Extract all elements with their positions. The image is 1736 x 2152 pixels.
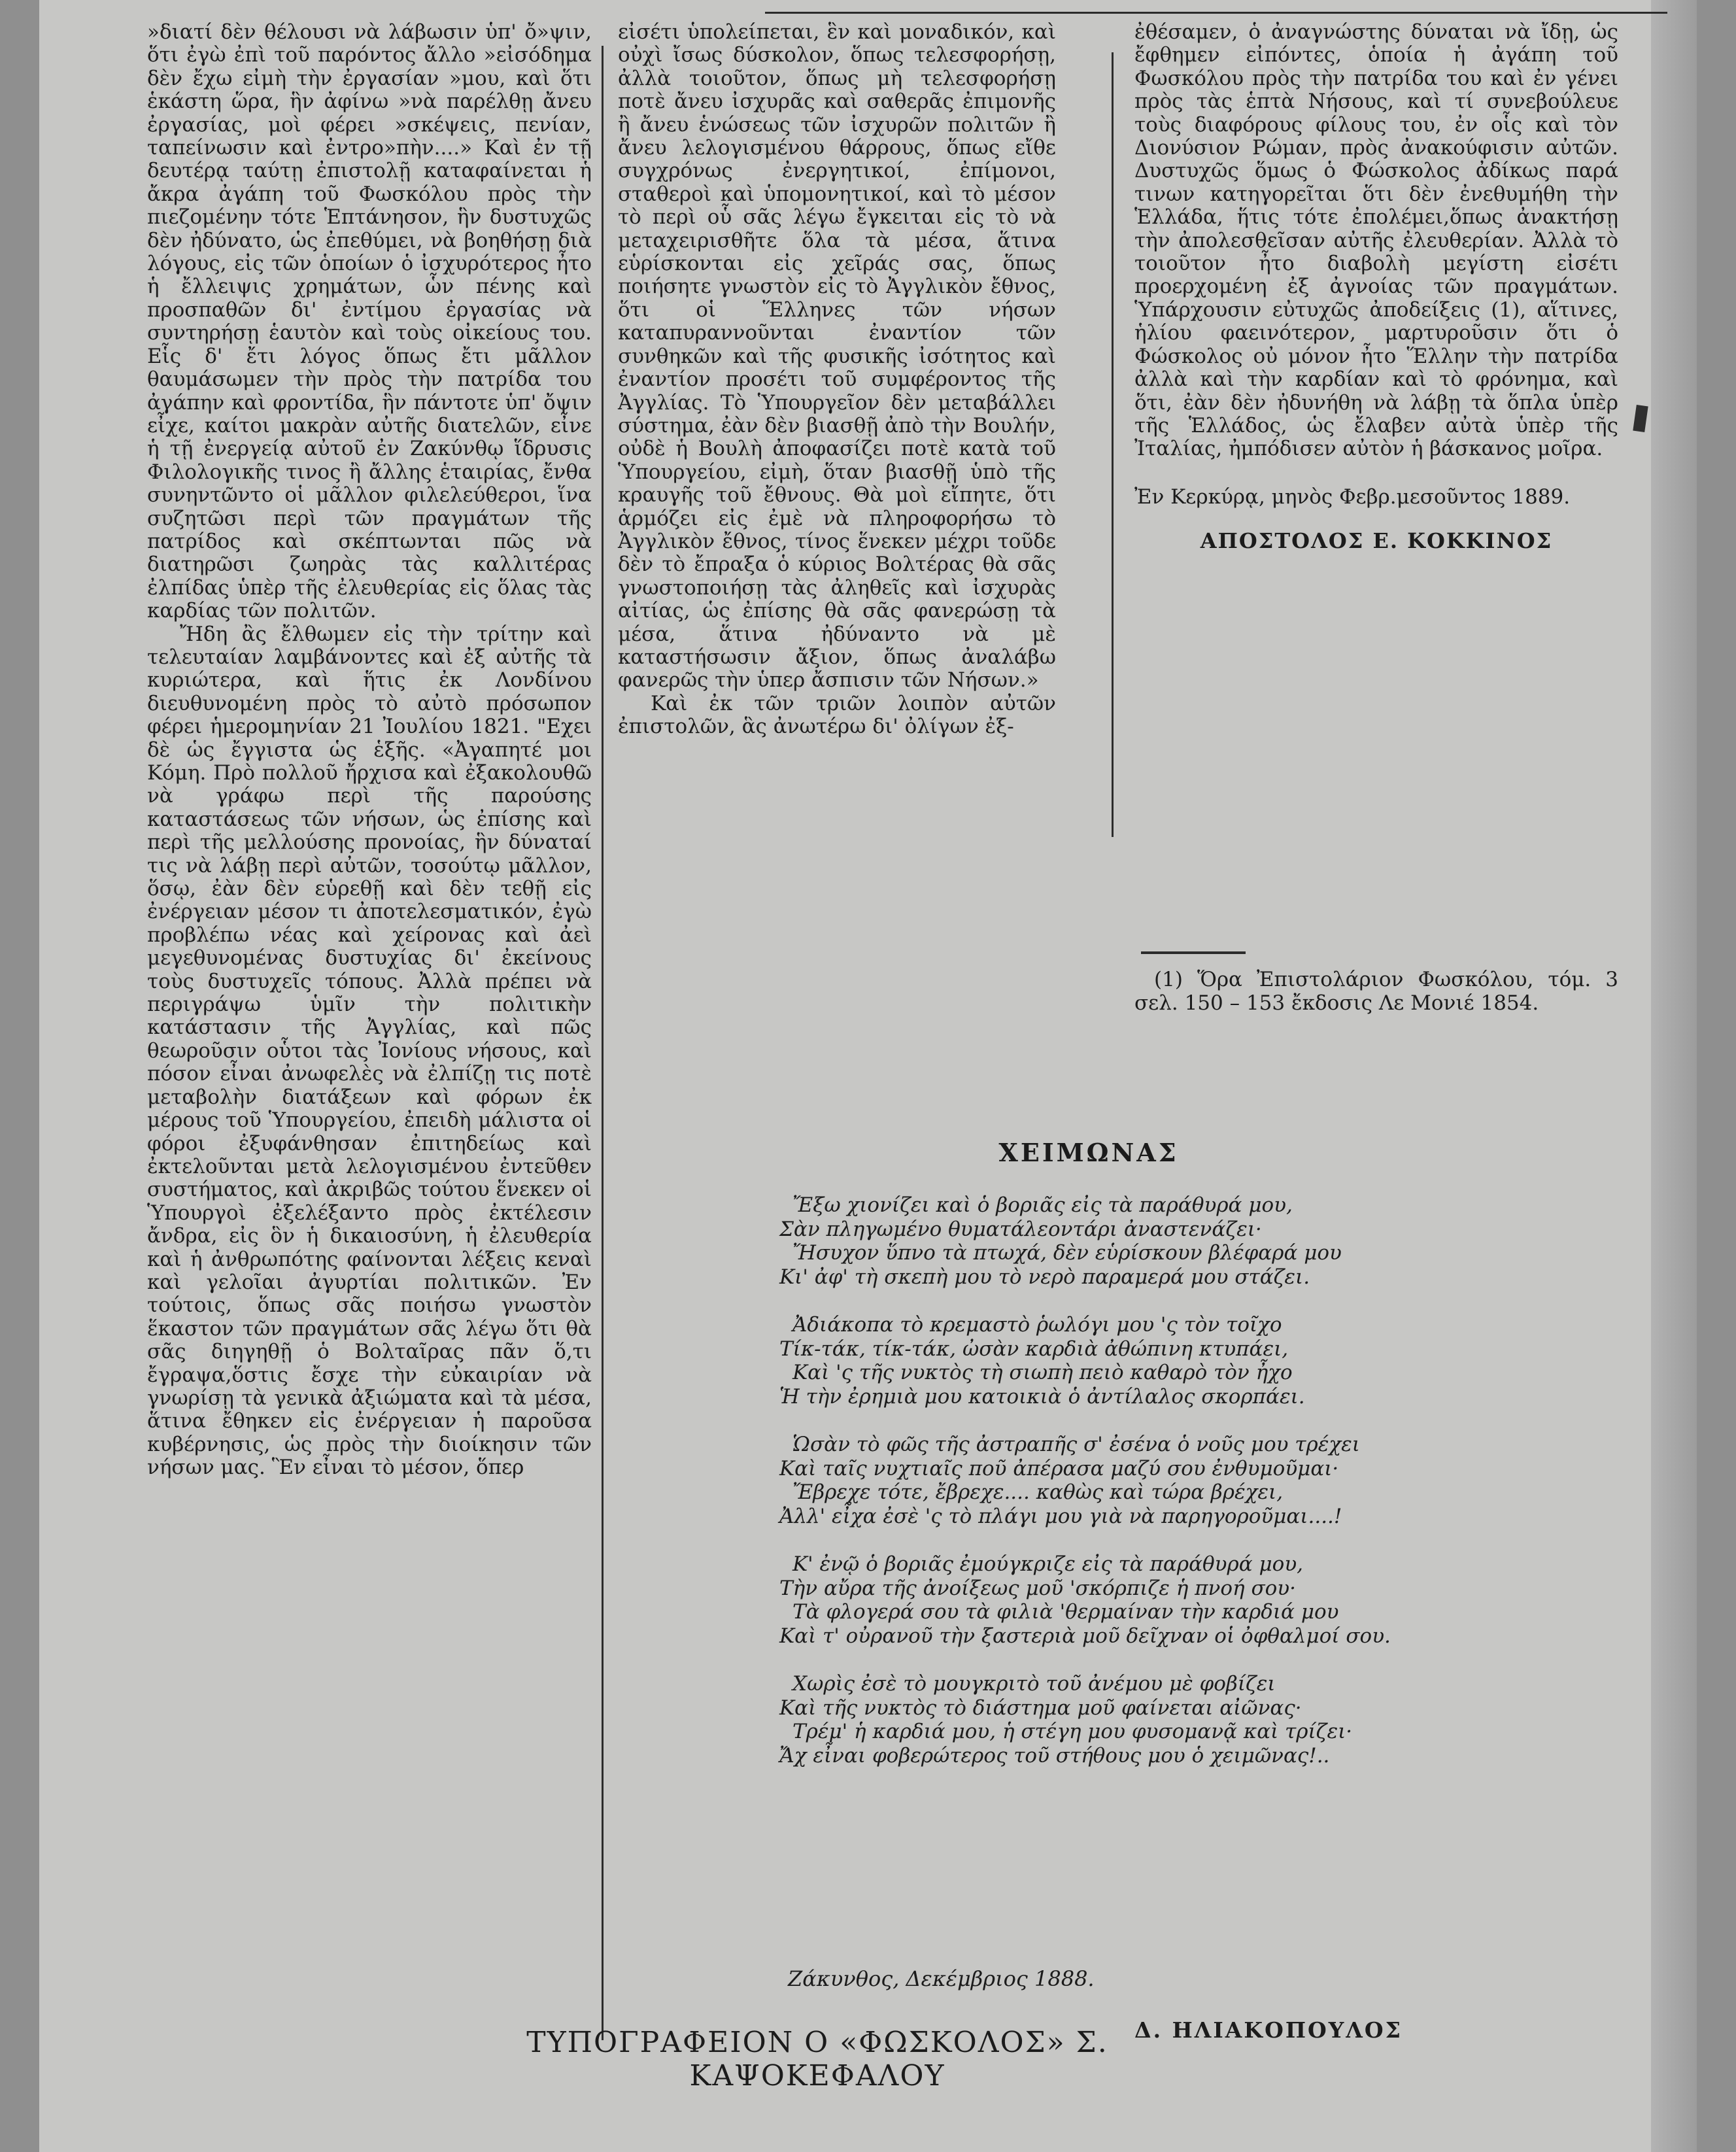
poem-title: ΧΕΙΜΩΝΑΣ	[998, 1138, 1179, 1167]
poem-line: Ἀλλ' εἶχα ἐσὲ 'ς τὸ πλάγι μου γιὰ νὰ παρηγοροῦμαι....!	[779, 1504, 1342, 1528]
poem-line: Ἡ τὴν ἐρημιὰ μου κατοικιὰ ὁ ἀντίλαλος σκορπάει.	[779, 1384, 1305, 1409]
poem-stanza	[758, 1193, 1452, 1289]
poem-line: Ἔξω χιονίζει καὶ ὁ βοριᾶς εἰς τὰ παράθυρά μου,	[792, 1193, 1293, 1217]
poem-stanza	[758, 1672, 1452, 1768]
poem-author: Δ. ΗΛΙΑΚΟΠΟΥΛΟΣ	[1134, 2017, 1403, 2043]
poem-line: Ἤσυχον ὕπνο τὰ πτωχά, δὲν εὑρίσκουν βλέφαρά μου	[792, 1241, 1342, 1265]
column-1-paragraph: Ἤδη ἂς ἔλθωμεν εἰς τὴν τρίτην καὶ τελευταίαν λαμβάνοντες καὶ ἐξ αὐτῆς τὰ κυριώτερα, καὶ ἥτις ἐκ Λονδίνου διευθυνομένη πρὸς τὸ αὐτὸ πρόσωπον φέρει ἡμερομηνίαν 21 Ἰουλίου 1821. "Εχει δὲ ὡς ἔγγιστα ὡς ἑξῆς. «Ἀγαπητέ μοι Κόμη. Πρὸ πολλοῦ ἤρχισα καὶ ἐξακολουθῶ νὰ γράφω περὶ τῆς παρούσης καταστάσεως τῶν νήσων, ὡς ἐπίσης καὶ περὶ τῆς μελλούσης προνοίας, ἣν δύναταί τις νὰ λάβῃ περὶ αὐτῶν, τοσούτῳ μᾶλλον, ὅσῳ, ἐὰν δὲν εὑρεθῇ καὶ δὲν τεθῇ εἰς ἐνέργειαν μέσον τι ἀποτελεσματικόν, ἐγὼ προβλέπω νέας καὶ χείρονας καὶ ἀεὶ μεγεθυνομένας δυστυχίας δι' ἐκείνους τοὺς δυστυχεῖς τόπους. Ἀλλὰ πρέπει νὰ περιγράψω ὑμῖν τὴν πολιτικὴν κατάστασιν τῆς Ἀγγλίας, καὶ πῶς θεωροῦσιν οὗτοι τὰς Ἰονίους νήσους, καὶ πόσον εἶναι ἀνωφελὲς νὰ ἐλπίζῃ τις ποτὲ μεταβολὴν διατάξεων καὶ φόρων ἐκ μέρους τοῦ Ὑπουργείου, ἐπειδὴ μάλιστα οἱ φόροι ἐξυφάνθησαν ἐπιτηδείως καὶ ἐκτελοῦνται μετὰ λελογισμένου ἐντεῦθεν συστήματος, καὶ ἀκριβῶς τούτου ἕνεκεν οἱ Ὑπουργοὶ ἐξελέξαντο πρὸς ἐκτέλεσιν ἄνδρα, εἰς ὃν ἡ δικαιοσύνη, ἡ ἐλευθερία καὶ ἡ ἀνθρωπότης φαίνονται λέξεις κεναὶ καὶ γελοῖαι ἀγυρτίαι πολιτικῶν. Ἐν τούτοις, ὅπως σᾶς ποιήσω γνωστὸν ἕκαστον τῶν πραγμάτων σᾶς λέγω ὅτι θὰ σᾶς διηγηθῇ ὁ Βολταῖρας πᾶν ὅ,τι ἔγραψα,ὅστις ἔσχε τὴν εὐκαιρίαν νὰ γνωρίσῃ τὰ γενικὰ ἀξιώματα καὶ τὰ μέσα, ἅτινα ἔθηκεν εἰς ἐνέργειαν ἡ παροῦσα κυβέρνησις, ὡς πρὸς τὴν διοίκησιν τῶν νήσων μας. Ἓν εἶναι τὸ μέσον, ὅπερ	[147, 622, 592, 1480]
poem-line: Καὶ τ' οὐρανοῦ τὴν ξαστεριὰ μοῦ δεῖχναν οἱ ὀφθαλμοί σου.	[779, 1624, 1391, 1648]
column-divider-left	[602, 46, 604, 2040]
poem-line: Χωρὶς ἐσὲ τὸ μουγκριτὸ τοῦ ἀνέμου μὲ φοβίζει	[792, 1672, 1276, 1696]
column-2	[618, 21, 1056, 1061]
column-2-paragraph: Καὶ ἐκ τῶν τριῶν λοιπὸν αὐτῶν ἐπιστολῶν, ἃς ἀνωτέρω δι' ὀλίγων ἐξ-	[618, 691, 1056, 739]
poem-line: Τρέμ' ἡ καρδιά μου, ἡ στέγη μου φυσομανᾷ καὶ τρίζει·	[792, 1720, 1353, 1743]
poem-body	[758, 1193, 1452, 1792]
column-3-paragraph: ἐθέσαμεν, ὁ ἀναγνώστης δύναται νὰ ἴδῃ, ὡς ἔφθημεν εἰπόντες, ὁποία ἡ ἀγάπη τοῦ Φωσκόλου πρὸς τὴν πατρίδα του καὶ ἐν γένει πρὸς τὰς ἑπτὰ Νήσους, καὶ τί συνεβούλευε τοὺς διαφόρους φίλους του, ἐν οἷς καὶ τὸν Διονύσιον Ρώμαν, πρὸς ἀνακούφισιν αὐτῶν. Δυστυχῶς ὅμως ὁ Φώσκολος ἀδίκως παρά τινων κατηγορεῖται ὅτι δὲν ἐνεθυμήθη τὴν Ἑλλάδα, ἥτις τότε ἐπολέμει,ὅπως ἀνακτήσῃ τὴν ἀπολεσθεῖσαν αὐτῆς ἐλευθερίαν. Ἀλλὰ τὸ τοιοῦτον ἦτο διαβολὴ μεγίστη εἰσέτι προερχομένη ἐξ ἀγνοίας τῶν πραγμάτων. Ὑπάρχουσιν εὐτυχῶς ἀποδείξεις (1), αἵτινες, ἡλίου φαεινότερον, μαρτυροῦσιν ὅτι ὁ Φώσκολος οὐ μόνον ἦτο Ἕλλην τὴν πατρίδα ἀλλὰ καὶ τὴν καρδίαν καὶ τὸ φρόνημα, καὶ ὅτι, ἐὰν δὲν ἠδυνήθη νὰ λάβῃ τὰ ὅπλα ὑπὲρ τῆς Ἑλλάδος, ὡς ἔλαβεν αὐτὰ ὑπὲρ τῆς Ἰταλίας, ἠμπόδισεν αὐτὸν ἡ βάσκανος μοῖρα.	[1134, 20, 1618, 461]
poem-line: Καὶ 'ς τῆς νυκτὸς τὴ σιωπὴ πειὸ καθαρὸ τὸν ἦχο	[792, 1361, 1293, 1384]
poem-line: Τὰ φλογερά σου τὰ φιλιὰ 'θερμαίναν τὴν καρδιά μου	[792, 1600, 1339, 1624]
printer-imprint: ΤΥΠΟΓΡΑΦΕΙΟΝ Ο «ΦΩΣΚΟΛΟΣ» Σ. ΚΑΨΟΚΕΦΑΛΟΥ	[526, 2026, 1108, 2092]
poem-line: Κι' ἀφ' τὴ σκεπὴ μου τὸ νερὸ παραμερά μου στάζει.	[779, 1265, 1310, 1289]
top-rule	[765, 12, 1667, 14]
article-dateline: Ἐν Κερκύρᾳ, μηνὸς Φεβρ.μεσοῦντος 1889.	[1134, 485, 1571, 509]
column-2-paragraph: εἰσέτι ὑπολείπεται, ἓν καὶ μοναδικόν, καὶ οὐχὶ ἴσως δύσκολον, ὅπως τελεσφορήσῃ, ἀλλὰ τοιοῦτον, ὅπως μὴ τελεσφορήσῃ ποτὲ ἄνευ ἰσχυρᾶς καὶ σαθερᾶς ἐπιμονῆς ἢ ἄνευ ἑνώσεως τῶν ἰσχυρῶν πολιτῶν ἢ ἄνευ λελογισμένου θάρρους, ὅπως εἴθε συγχρόνως ἐνεργητικοί, ἐπίμονοι, σταθεροὶ καὶ ὑπομονητικοί, καὶ τὸ μέσον τὸ περὶ οὗ σᾶς λέγω ἔγκειται εἰς τὸ νὰ μεταχειρισθῆτε ὅλα τὰ μέσα, ἅτινα εὑρίσκονται εἰς χεῖράς σας, ὅπως ποιήσητε γνωστὸν εἰς τὸ Ἀγγλικὸν ἔθνος, ὅτι οἱ Ἕλληνες τῶν νήσων καταπυραννοῦνται ἐναντίον τῶν συνθηκῶν καὶ τῆς φυσικῆς ἰσότητος καὶ ἐναντίον προσέτι τοῦ συμφέροντος τῆς Ἀγγλίας. Τὸ Ὑπουργεῖον δὲν μεταβάλλει σύστημα, ἐὰν δὲν βιασθῇ ἀπὸ τὴν Βουλήν, οὐδὲ ἡ Βουλὴ ἀποφασίζει ποτὲ κατὰ τοῦ Ὑπουργείου, εἰμὴ, ὅταν βιασθῇ ὑπὸ τῆς κραυγῆς τοῦ ἔθνους. Θὰ μοὶ εἴπητε, ὅτι ἁρμόζει εἰς ἐμὲ νὰ πληροφορήσω τὸ Ἀγγλικὸν ἔθνος, τίνος ἕνεκεν μέχρι τοῦδε δὲν τὸ ἔπραξα ὁ κύριος Βολτέρας θὰ σᾶς γνωστοποιήσῃ τὰς ἀληθεῖς καὶ ἰσχυρὰς αἰτίας, ὡς ἐπίσης θὰ σᾶς φανερώσῃ τὰ μέσα, ἅτινα ἠδύναντο νὰ μὲ καταστήσωσιν ἄξιον, ὅπως ἀναλάβω φανερῶς τὴν ὑπερ ἄσπισιν τῶν Νήσων.»	[618, 20, 1056, 692]
poem-stanza	[758, 1552, 1452, 1648]
column-divider-right	[1112, 52, 1114, 837]
poem-line: Ἔβρεχε τότε, ἔβρεχε.... καθὼς καὶ τώρα βρέχει,	[792, 1480, 1284, 1504]
poem-line: Κ' ἐνῷ ὁ βοριᾶς ἐμούγκριζε εἰς τὰ παράθυρά μου,	[792, 1552, 1304, 1576]
poem-stanza	[758, 1313, 1452, 1409]
poem-stanza	[758, 1433, 1452, 1528]
poem-line: Ἀδιάκοπα τὸ κρεμαστὸ ῥωλόγι μου 'ς τὸν τοῖχο	[792, 1313, 1282, 1337]
footnote-rule	[1141, 951, 1246, 954]
poem-line: Καὶ τῆς νυκτὸς τὸ διάστημα μοῦ φαίνεται αἰῶνας·	[779, 1696, 1302, 1720]
poem-line: Τίκ-τάκ, τίκ-τάκ, ὠσὰν καρδιὰ ἀθώπινη κτυπάει,	[779, 1337, 1289, 1361]
page-edge	[1651, 0, 1697, 2152]
column-1	[147, 21, 592, 2022]
column-3	[1134, 21, 1618, 806]
poem-date: Ζάκυνθος, Δεκέμβριος 1888.	[788, 1966, 1095, 1991]
poem-line: Καὶ ταῖς νυχτιαῖς ποῦ ἀπέρασα μαζύ σου ἐνθυμοῦμαι·	[779, 1456, 1339, 1480]
poem-line: Ἄχ εἶναι φοβερώτερος τοῦ στήθους μου ὁ χειμῶνας!..	[779, 1743, 1330, 1768]
poem-line: Σὰν πληγωμένο θυματάλεοντάρι ἀναστενάζει·	[779, 1217, 1262, 1241]
poem-line: Τὴν αὔρα τῆς ἀνοίξεως μοῦ 'σκόρπιζε ἡ πνοή σου·	[779, 1576, 1296, 1600]
column-1-paragraph: »διατί δὲν θέλουσι νὰ λάβωσιν ὑπ' ὄ»ψιν, ὅτι ἐγὼ ἐπὶ τοῦ παρόντος ἄλλο »εἰσόδημα δὲν ἔχω εἰμὴ τὴν ἐργασίαν »μου, καὶ ὅτι ἑκάστη ὥρα, ἣν ἀφίνω »νὰ παρέλθῃ ἄνευ ἐργασίας, μοὶ φέρει »σκέψεις, πενίαν, ταπείνωσιν καὶ ἐντρο»πὴν....» Καὶ ἐν τῇ δευτέρᾳ ταύτῃ ἐπιστολῇ καταφαίνεται ἡ ἄκρα ἀγάπη τοῦ Φωσκόλου πρὸς τὴν πιεζομένην τότε Ἑπτάνησον, ἣν δυστυχῶς δὲν ἠδύνατο, ὡς ἐπεθύμει, νὰ βοηθήσῃ διὰ λόγους, εἰς τῶν ὁποίων ὁ ἰσχυρότερος ἦτο ἡ ἔλλειψις χρημάτων, ὧν πένης καὶ προσπαθῶν δι' ἐντίμου ἐργασίας νὰ συντηρήσῃ ἑαυτὸν καὶ τοὺς οἰκείους του. Εἷς δ' ἔτι λόγος ὅπως ἔτι μᾶλλον θαυμάσωμεν τὴν πρὸς τὴν πατρίδα του ἀγάπην καὶ φροντίδα, ἣν πάντοτε ὑπ' ὄψιν εἶχε, καίτοι μακρὰν αὐτῆς διατελῶν, εἶνε ἡ τῇ ἐνεργείᾳ αὐτοῦ ἐν Ζακύνθῳ ἵδρυσις Φιλολογικῆς τινος ἢ ἄλλης ἑταιρίας, ἔνθα συνηντῶντο οἱ μᾶλλον φιλελεύθεροι, ἵνα συζητῶσι περὶ τῶν πραγμάτων τῆς πατρίδος καὶ σκέπτωνται πῶς νὰ διατηρῶσι ζωηρὰς τὰς καλλιτέρας ἐλπίδας ὑπὲρ τῆς ἐλευθερίας εἰς ὅλας τὰς καρδίας τῶν πολιτῶν.	[147, 20, 592, 623]
article-signature: ΑΠΟΣΤΟΛΟΣ Ε. ΚΟΚΚΙΝΟΣ	[1200, 528, 1553, 554]
footnote: (1) Ὅρα Ἐπιστολάριον Φωσκόλου, τόμ. 3 σελ. 150 – 153 ἔκδοσις Λε Μονιέ 1854.	[1134, 968, 1618, 1015]
poem-line: Ὡσὰν τὸ φῶς τῆς ἀστραπῆς σ' ἐσένα ὁ νοῦς μου τρέχει	[792, 1433, 1360, 1456]
